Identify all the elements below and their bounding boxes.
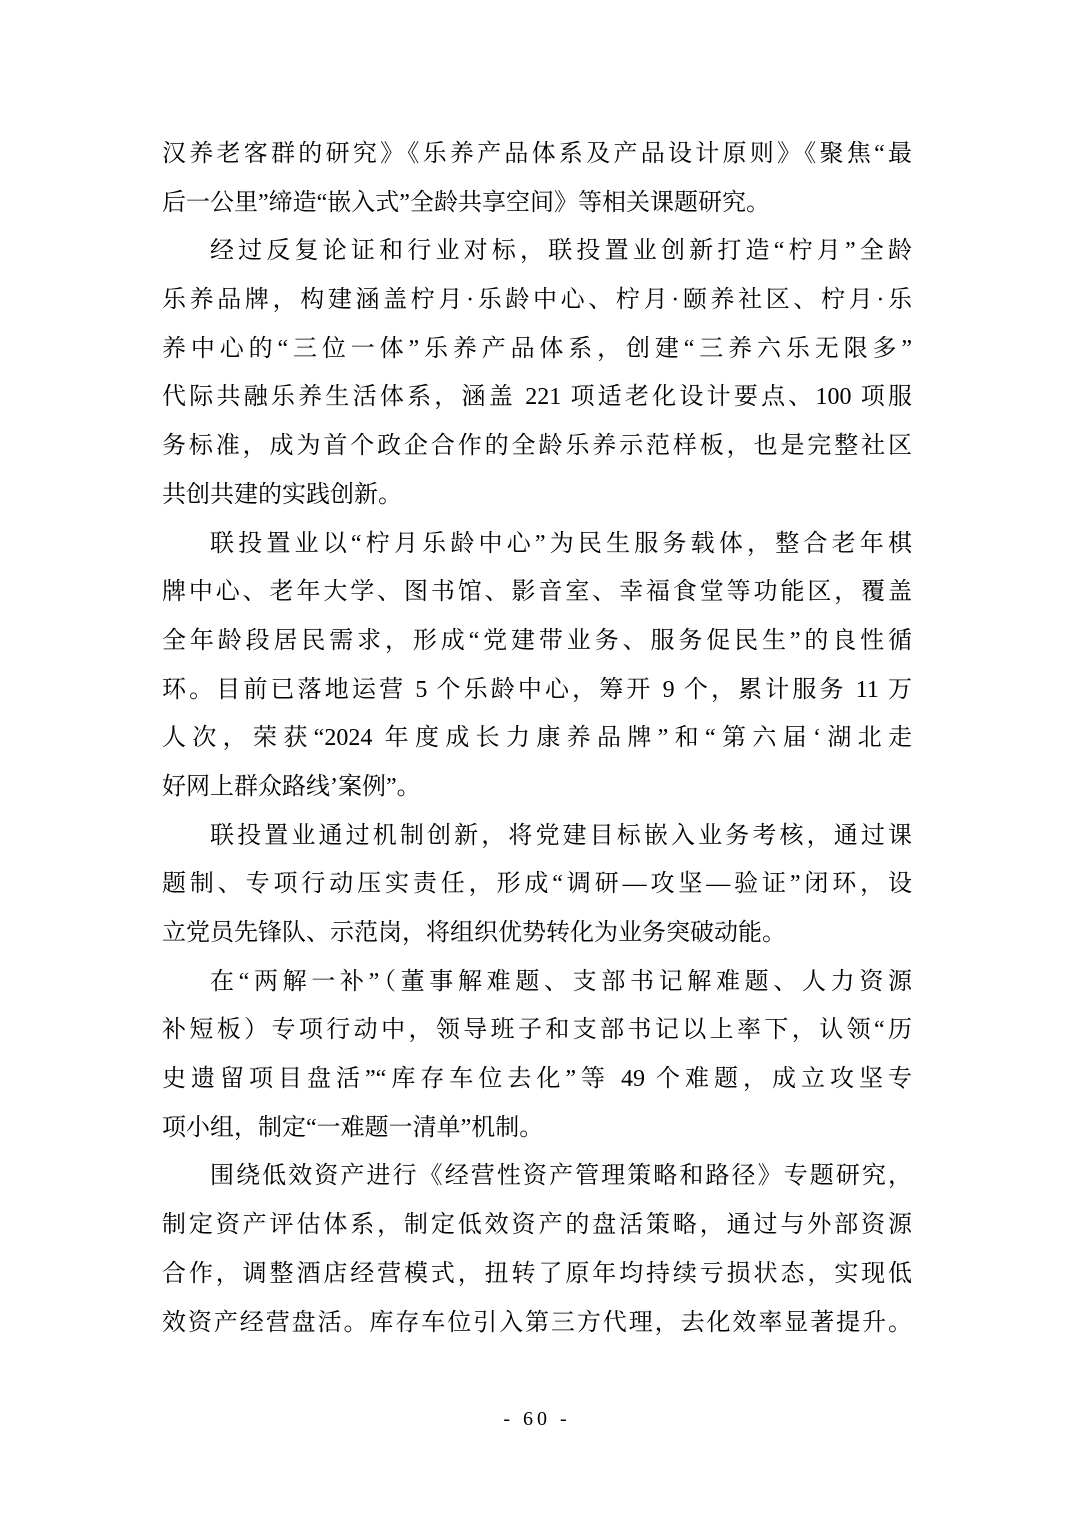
text-line: 代际共融乐养生活体系，涵盖 221 项适老化设计要点、100 项服: [162, 384, 912, 411]
text-line: 制定资产评估体系，制定低效资产的盘活策略，通过与外部资源: [162, 1212, 912, 1239]
text-line: 围绕低效资产进行《经营性资产管理策略和路径》专题研究，: [210, 1163, 912, 1190]
text-line: 合作，调整酒店经营模式，扭转了原年均持续亏损状态，实现低: [162, 1260, 912, 1287]
text-line: 立党员先锋队、示范岗，将组织优势转化为业务突破动能。: [162, 920, 786, 946]
text-line: 务标准，成为首个政企合作的全龄乐养示范样板，也是完整社区: [162, 433, 912, 460]
document-body: [162, 130, 912, 1347]
text-line: 题制、专项行动压实责任，形成“调研—攻坚—验证”闭环，设: [162, 871, 912, 898]
text-line: 经过反复论证和行业对标，联投置业创新打造“柠月”全龄: [210, 238, 912, 265]
text-line: 史遗留项目盘活”“库存车位去化”等 49 个难题，成立攻坚专: [162, 1066, 912, 1093]
text-line: 人次，荣获“2024 年度成长力康养品牌”和“第六届‘湖北走: [162, 725, 912, 752]
text-line: 项小组，制定“一难题一清单”机制。: [162, 1114, 544, 1141]
text-line: 汉养老客群的研究》《乐养产品体系及产品设计原则》《聚焦“最: [162, 141, 912, 167]
text-line: 补短板）专项行动中，领导班子和支部书记以上率下，认领“历: [162, 1017, 912, 1044]
text-line: 后一公里”缔造“嵌入式”全龄共享空间》等相关课题研究。: [162, 189, 770, 216]
text-line: 联投置业通过机制创新，将党建目标嵌入业务考核，通过课: [210, 822, 912, 849]
text-line: 全年龄段居民需求，形成“党建带业务、服务促民生”的良性循: [162, 627, 912, 654]
text-line: 联投置业以“柠月乐龄中心”为民生服务载体，整合老年棋: [210, 530, 912, 557]
text-line: 环。目前已落地运营 5 个乐龄中心，筹开 9 个，累计服务 11 万: [162, 676, 912, 703]
text-line: 效资产经营盘活。库存车位引入第三方代理，去化效率显著提升。: [162, 1309, 912, 1336]
text-line: 乐养品牌，构建涵盖柠月·乐龄中心、柠月·颐养社区、柠月·乐: [162, 287, 912, 314]
page-number: - 60 -: [503, 1408, 571, 1430]
text-line: 共创共建的实践创新。: [162, 481, 402, 508]
text-line: 好网上群众路线’案例”。: [162, 773, 421, 800]
text-line: 牌中心、老年大学、图书馆、影音室、幸福食堂等功能区，覆盖: [162, 579, 912, 606]
text-line: 在“两解一补”（董事解难题、支部书记解难题、人力资源: [210, 968, 912, 995]
text-line: 养中心的“三位一体”乐养产品体系，创建“三养六乐无限多”: [162, 335, 912, 362]
